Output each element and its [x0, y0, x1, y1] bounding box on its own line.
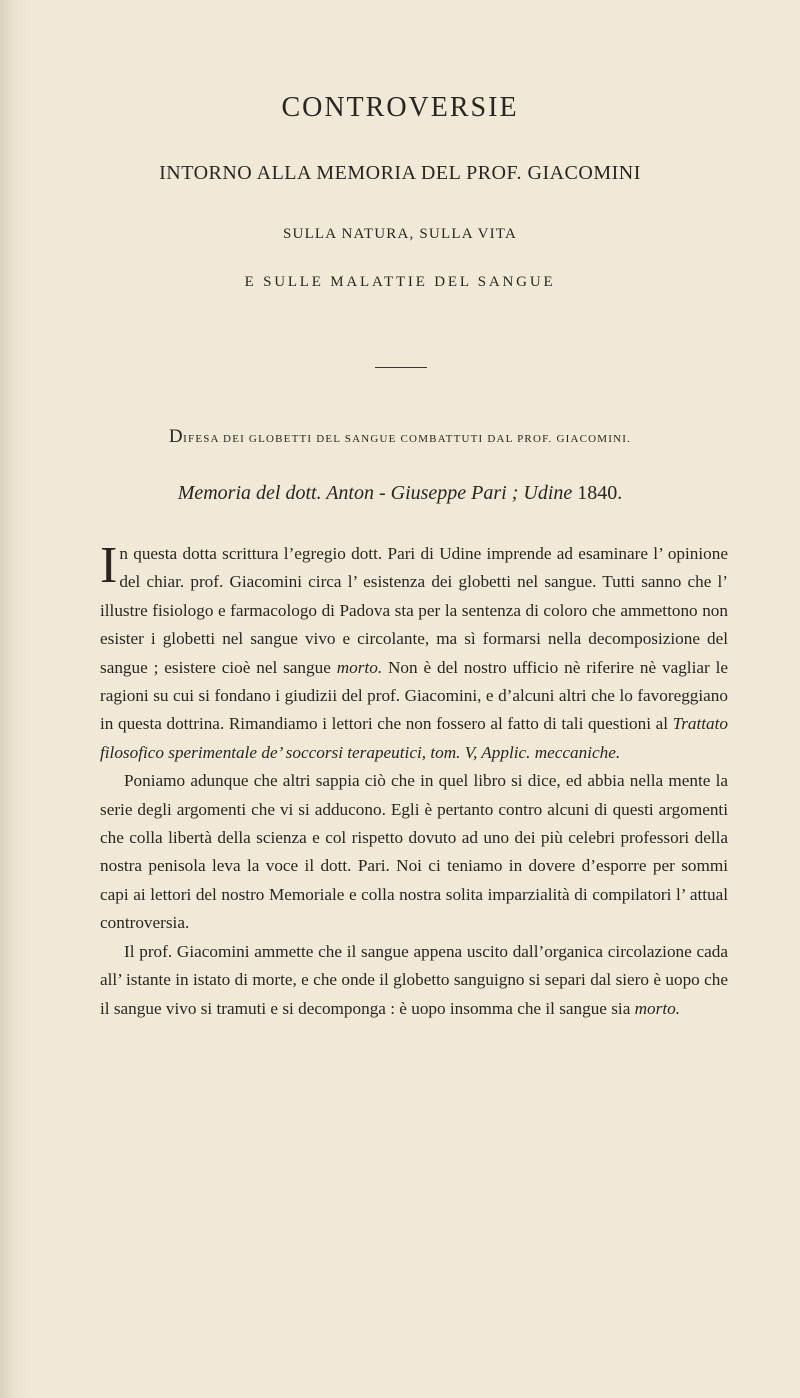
- paragraph-1-part-a: n questa dotta scrittura l’egregio dott. Pari di Udine imprende ad esaminare l’ opinione del chiar. prof. Giacomini circa l’ esistenza dei globetti nel sangue. Tutti sanno che l’ illustre fisiologo e farmacologo di Padova sta per la sentenza di coloro che ammettono non esister i globetti nel sangue vivo e circolante, ma sì formarsi nella decomposizione del sangue ; esistere cioè nel sangue: [100, 544, 728, 677]
- citation-line: [0, 482, 800, 505]
- paragraph-1: [100, 537, 728, 767]
- section-heading: [0, 426, 800, 448]
- page-title: CONTROVERSIE: [281, 92, 519, 123]
- paragraph-1-part-c: Non è del nostro ufficio nè riferire nè vagliar le ragioni su cui si fondano i giudizii del prof. Giacomini, e d’alcuni altri che lo favoreggiano in questa dottrina. Rimandiamo i lettori che non fossero al fatto di tali questioni al: [100, 657, 728, 734]
- section-heading-initial: D: [168, 426, 184, 447]
- paragraph-3-part-a: Il prof. Giacomini ammette che il sangue appena uscito dall’organica circolazione cada all’ istante in istato di morte, e che onde il globetto sanguigno si separi dal siero è uopo che il sangue vivo si tramuti e si decomponga : è uopo insomma che il sangue sia: [100, 941, 728, 1018]
- subtitle-natura: SULLA NATURA, SULLA VITA: [283, 226, 517, 242]
- paragraph-1-book-reference: Trattato filosofico sperimentale de’ soccorsi terapeutici, tom. V, Applic. meccaniche.: [100, 714, 728, 762]
- citation-text: Memoria del dott. Anton - Giuseppe Pari ; Udine: [177, 482, 578, 504]
- body-text: [100, 537, 728, 1023]
- subtitle-malattie: E SULLE MALATTIE DEL SANGUE: [244, 274, 556, 290]
- paragraph-1-emphasis-morto: morto.: [336, 657, 383, 677]
- section-heading-text: IFESA DEI GLOBETTI DEL SANGUE COMBATTUTI DAL PROF. GIACOMINI.: [183, 433, 632, 445]
- subtitle-memoria: INTORNO ALLA MEMORIA DEL PROF. GIACOMINI: [159, 162, 641, 184]
- drop-cap: I: [100, 537, 118, 594]
- citation-year: 1840.: [577, 482, 623, 504]
- paragraph-3: [100, 938, 728, 1023]
- section-divider: [375, 367, 427, 368]
- paragraph-2: Poniamo adunque che altri sappia ciò che in quel libro si dice, ed abbia nella mente la serie degli argomenti che vi si adducono. Egli è pertanto contro alcuni di questi argomenti che colla libertà della scienza e col rispetto dovuto ad uno dei più celebri professori della nostra penisola leva la voce il dott. Pari. Noi ci teniamo in dovere d’esporre per sommi capi ai lettori del nostro Memoriale e colla nostra solita imparzialità di compilatori l’ attual controversia.: [100, 771, 728, 933]
- paragraph-3-emphasis-morto: morto.: [634, 998, 680, 1018]
